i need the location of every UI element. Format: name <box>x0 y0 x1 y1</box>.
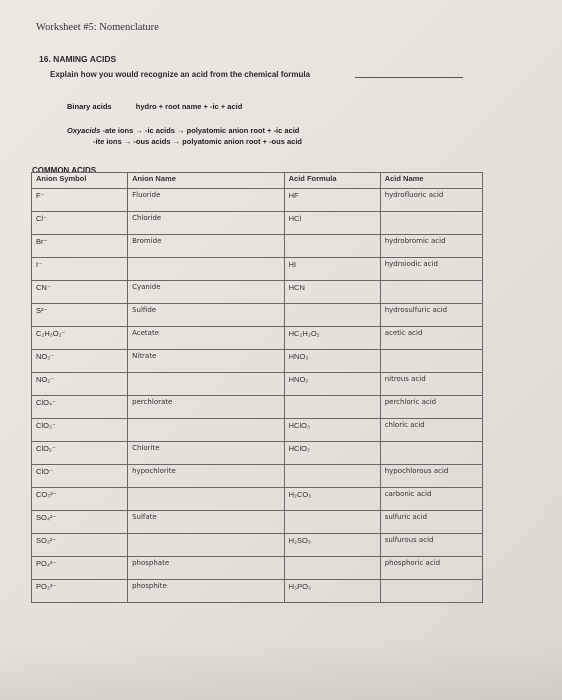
acid-formula-cell[interactable] <box>284 235 380 258</box>
anion-name-cell[interactable] <box>128 258 285 281</box>
table-row <box>32 580 483 603</box>
anion-name-cell-text: perchlorate <box>132 398 173 406</box>
acid-name-cell-text: phosphoric acid <box>384 559 441 567</box>
anion-symbol-cell[interactable] <box>32 488 128 511</box>
binary-acids-label: Binary acids <box>67 102 112 111</box>
table-row <box>32 465 483 488</box>
anion-symbol-cell-text: F⁻ <box>36 191 45 200</box>
anion-name-cell-text: Chloride <box>132 214 162 222</box>
acid-name-cell[interactable] <box>380 304 482 327</box>
acid-formula-cell[interactable] <box>284 580 380 603</box>
acid-formula-cell[interactable] <box>284 304 380 327</box>
anion-name-cell[interactable] <box>128 212 285 235</box>
anion-symbol-cell-text: Br⁻ <box>36 237 48 246</box>
table-row <box>32 534 483 557</box>
table-row <box>32 350 483 373</box>
anion-symbol-cell-text: ClO₃⁻ <box>36 421 56 430</box>
acid-name-cell-text <box>385 281 478 283</box>
acid-formula-cell[interactable] <box>284 350 380 373</box>
acid-name-cell[interactable] <box>380 419 482 442</box>
oxyacids-label: Oxyacids <box>67 126 101 135</box>
question-number: 16. NAMING ACIDS <box>39 54 117 64</box>
question-prompt: Explain how you would recognize an acid from the chemical formula <box>50 70 311 79</box>
anion-symbol-cell[interactable] <box>32 465 128 488</box>
anion-symbol-cell-text: NO₃⁻ <box>36 352 55 361</box>
anion-symbol-cell[interactable] <box>32 373 128 396</box>
acid-name-cell-text: nitrous acid <box>384 375 426 383</box>
anion-name-cell[interactable] <box>128 511 285 534</box>
acid-name-cell[interactable] <box>380 350 482 373</box>
anion-name-cell[interactable] <box>128 350 285 373</box>
acid-formula-cell-text <box>289 511 376 513</box>
table-row <box>32 327 483 350</box>
anion-name-cell-text <box>132 534 280 536</box>
anion-name-cell[interactable] <box>128 373 285 396</box>
acid-name-cell[interactable] <box>380 235 482 258</box>
acid-formula-cell[interactable] <box>284 557 380 580</box>
acid-name-cell-text <box>385 442 478 444</box>
anion-name-cell[interactable] <box>128 235 285 258</box>
anion-symbol-cell-text: NO₂⁻ <box>36 375 55 384</box>
acid-name-cell-text: hydrobromic acid <box>384 237 446 245</box>
acid-name-cell[interactable] <box>380 580 482 603</box>
anion-name-cell-text <box>132 373 280 375</box>
anion-name-cell-text <box>132 258 280 260</box>
anion-name-cell-text: Fluoride <box>132 191 161 199</box>
anion-name-cell[interactable] <box>128 327 285 350</box>
table-row <box>32 557 483 580</box>
anion-symbol-cell-text: ClO⁻ <box>36 467 53 476</box>
acid-formula-cell[interactable] <box>284 258 380 281</box>
anion-symbol-cell-text: I⁻ <box>36 260 43 269</box>
acid-formula-cell[interactable] <box>284 419 380 442</box>
anion-symbol-cell[interactable] <box>32 327 128 350</box>
anion-name-cell[interactable] <box>128 580 285 603</box>
oxyacids-rule-1 <box>67 126 299 135</box>
acid-name-cell[interactable] <box>380 442 482 465</box>
acid-formula-cell-text: HClO₃ <box>288 421 311 430</box>
anion-symbol-cell-text: Cl⁻ <box>36 214 48 223</box>
anion-symbol-cell-text: SO₄²⁻ <box>36 513 57 522</box>
anion-name-cell-text <box>132 488 280 490</box>
table-header-row <box>32 173 483 189</box>
acid-formula-cell-text <box>289 235 376 237</box>
table-row <box>32 189 483 212</box>
anion-name-cell-text: Nitrate <box>132 352 157 360</box>
anion-symbol-cell[interactable] <box>32 258 128 281</box>
anion-name-cell-text: Chlorite <box>132 444 160 452</box>
acid-name-cell[interactable] <box>380 258 482 281</box>
acid-formula-cell[interactable] <box>284 511 380 534</box>
acid-formula-cell-text: H₂SO₃ <box>288 536 311 545</box>
anion-symbol-cell[interactable] <box>32 511 128 534</box>
table-row <box>32 396 483 419</box>
acid-name-cell[interactable] <box>380 212 482 235</box>
anion-symbol-cell-text: SO₃²⁻ <box>36 536 57 545</box>
anion-name-cell[interactable] <box>128 534 285 557</box>
acid-formula-cell-text <box>289 465 376 467</box>
acid-formula-cell-text: HNO₂ <box>288 375 309 384</box>
anion-symbol-cell[interactable] <box>32 442 128 465</box>
acid-name-cell[interactable] <box>380 281 482 304</box>
acid-name-cell-text <box>385 350 478 352</box>
anion-symbol-cell-text: CO₃²⁻ <box>36 490 57 499</box>
anion-symbol-cell[interactable] <box>32 557 128 580</box>
acid-formula-cell[interactable] <box>284 465 380 488</box>
worksheet-title: Worksheet #5: Nomenclature <box>36 22 159 33</box>
binary-acids-rule <box>67 102 242 111</box>
table-row <box>32 258 483 281</box>
acid-formula-cell-text: HNO₃ <box>288 352 309 361</box>
anion-symbol-cell-text: S²⁻ <box>36 306 48 315</box>
anion-name-cell[interactable] <box>128 304 285 327</box>
acid-formula-cell-text: HCN <box>288 283 305 292</box>
anion-name-cell-text: Cyanide <box>132 283 161 291</box>
oxyacids-rule-ate: -ate ions → -ic acids → polyatomic anion root + -ic acid <box>102 126 300 135</box>
acid-formula-cell-text <box>289 557 376 559</box>
acid-formula-cell-text: HCl <box>288 214 302 223</box>
anion-symbol-cell-text: PO₃³⁻ <box>36 582 57 591</box>
table-row <box>32 281 483 304</box>
anion-symbol-cell[interactable] <box>32 189 128 212</box>
acid-formula-cell[interactable] <box>284 281 380 304</box>
acid-formula-cell[interactable] <box>284 534 380 557</box>
anion-symbol-cell[interactable] <box>32 212 128 235</box>
acid-name-cell-text: acetic acid <box>384 329 423 337</box>
anion-name-cell[interactable] <box>128 189 285 212</box>
header-acid-name: Acid Name <box>380 173 482 189</box>
table-row <box>32 488 483 511</box>
acid-formula-cell-text: HF <box>288 191 299 200</box>
paper-shadow <box>0 640 562 700</box>
table-row <box>32 511 483 534</box>
anion-name-cell[interactable] <box>128 465 285 488</box>
acid-name-cell-text: carbonic acid <box>384 490 432 498</box>
header-anion-symbol: Anion Symbol <box>32 173 128 189</box>
anion-name-cell-text: phosphate <box>132 559 170 567</box>
acid-name-cell[interactable] <box>380 511 482 534</box>
anion-name-cell[interactable] <box>128 281 285 304</box>
anion-symbol-cell-text: C₂H₃O₂⁻ <box>36 329 66 338</box>
anion-symbol-cell[interactable] <box>32 304 128 327</box>
anion-name-cell-text <box>132 419 280 421</box>
acid-formula-cell[interactable] <box>284 373 380 396</box>
anion-name-cell[interactable] <box>128 442 285 465</box>
acid-formula-cell-text: H₃PO₃ <box>288 582 311 591</box>
anion-symbol-cell[interactable] <box>32 350 128 373</box>
table-row <box>32 304 483 327</box>
anion-name-cell-text: Bromide <box>132 237 162 245</box>
anion-name-cell-text: Sulfide <box>132 306 157 314</box>
acid-formula-cell-text <box>289 304 376 306</box>
table-row <box>32 212 483 235</box>
table-row <box>32 419 483 442</box>
acid-formula-cell[interactable] <box>284 189 380 212</box>
answer-line[interactable] <box>355 77 463 78</box>
acid-name-cell-text: hydrosulfuric acid <box>384 306 448 314</box>
acid-name-cell[interactable] <box>380 465 482 488</box>
acid-formula-cell[interactable] <box>284 442 380 465</box>
anion-symbol-cell[interactable] <box>32 281 128 304</box>
anion-symbol-cell[interactable] <box>32 534 128 557</box>
acid-name-cell[interactable] <box>380 488 482 511</box>
binary-acids-formula: hydro + root name + -ic + acid <box>135 102 243 111</box>
acid-name-cell-text: sulfuric acid <box>384 513 428 521</box>
anion-name-cell[interactable] <box>128 419 285 442</box>
acid-name-cell[interactable] <box>380 327 482 350</box>
acid-name-cell[interactable] <box>380 557 482 580</box>
acid-formula-cell[interactable] <box>284 396 380 419</box>
acid-name-cell-text: hydroiodic acid <box>384 260 438 268</box>
acid-formula-cell-text: HI <box>288 260 297 269</box>
acid-name-cell-text: perchloric acid <box>384 398 437 406</box>
acid-formula-cell-text: HClO₂ <box>288 444 310 453</box>
anion-name-cell-text: phosphite <box>132 582 167 590</box>
anion-name-cell-text: Sulfate <box>132 513 157 521</box>
acid-name-cell-text <box>385 212 478 214</box>
anion-symbol-cell-text: ClO₂⁻ <box>36 444 56 453</box>
acid-name-cell-text: hydrofluoric acid <box>384 191 444 199</box>
acid-formula-cell[interactable] <box>284 212 380 235</box>
acid-name-cell-text: chloric acid <box>384 421 425 429</box>
acid-formula-cell-text: H₂CO₃ <box>288 490 312 499</box>
acid-name-cell-text <box>385 580 478 582</box>
acid-formula-cell-text: HC₂H₃O₂ <box>288 329 320 338</box>
anion-symbol-cell[interactable] <box>32 235 128 258</box>
anion-symbol-cell-text: ClO₄⁻ <box>36 398 56 407</box>
anion-name-cell[interactable] <box>128 396 285 419</box>
acid-name-cell[interactable] <box>380 189 482 212</box>
acid-name-cell-text: sulfurous acid <box>384 536 434 544</box>
anion-symbol-cell[interactable] <box>32 580 128 603</box>
table-row <box>32 373 483 396</box>
anion-name-cell-text: hypochlorite <box>132 467 176 475</box>
acid-formula-cell-text <box>289 396 376 398</box>
table-row <box>32 442 483 465</box>
acid-name-cell[interactable] <box>380 396 482 419</box>
acid-name-cell[interactable] <box>380 534 482 557</box>
anion-symbol-cell[interactable] <box>32 419 128 442</box>
common-acids-table <box>31 172 483 603</box>
table-row <box>32 235 483 258</box>
anion-symbol-cell[interactable] <box>32 396 128 419</box>
anion-symbol-cell-text: PO₄³⁻ <box>36 559 57 568</box>
acid-formula-cell[interactable] <box>284 488 380 511</box>
table-caption: COMMON ACIDS <box>32 166 97 175</box>
header-acid-formula: Acid Formula <box>284 173 380 189</box>
anion-name-cell-text: Acetate <box>132 329 160 337</box>
acid-name-cell-text: hypochlorous acid <box>384 467 449 475</box>
oxyacids-rule-ite: -ite ions → -ous acids → polyatomic anion root + -ous acid <box>93 137 302 146</box>
anion-name-cell[interactable] <box>128 488 285 511</box>
anion-name-cell[interactable] <box>128 557 285 580</box>
acid-name-cell[interactable] <box>380 373 482 396</box>
anion-symbol-cell-text: CN⁻ <box>36 283 51 292</box>
header-anion-name: Anion Name <box>128 173 285 189</box>
acid-formula-cell[interactable] <box>284 327 380 350</box>
oxyacids-rule-2 <box>93 137 302 146</box>
